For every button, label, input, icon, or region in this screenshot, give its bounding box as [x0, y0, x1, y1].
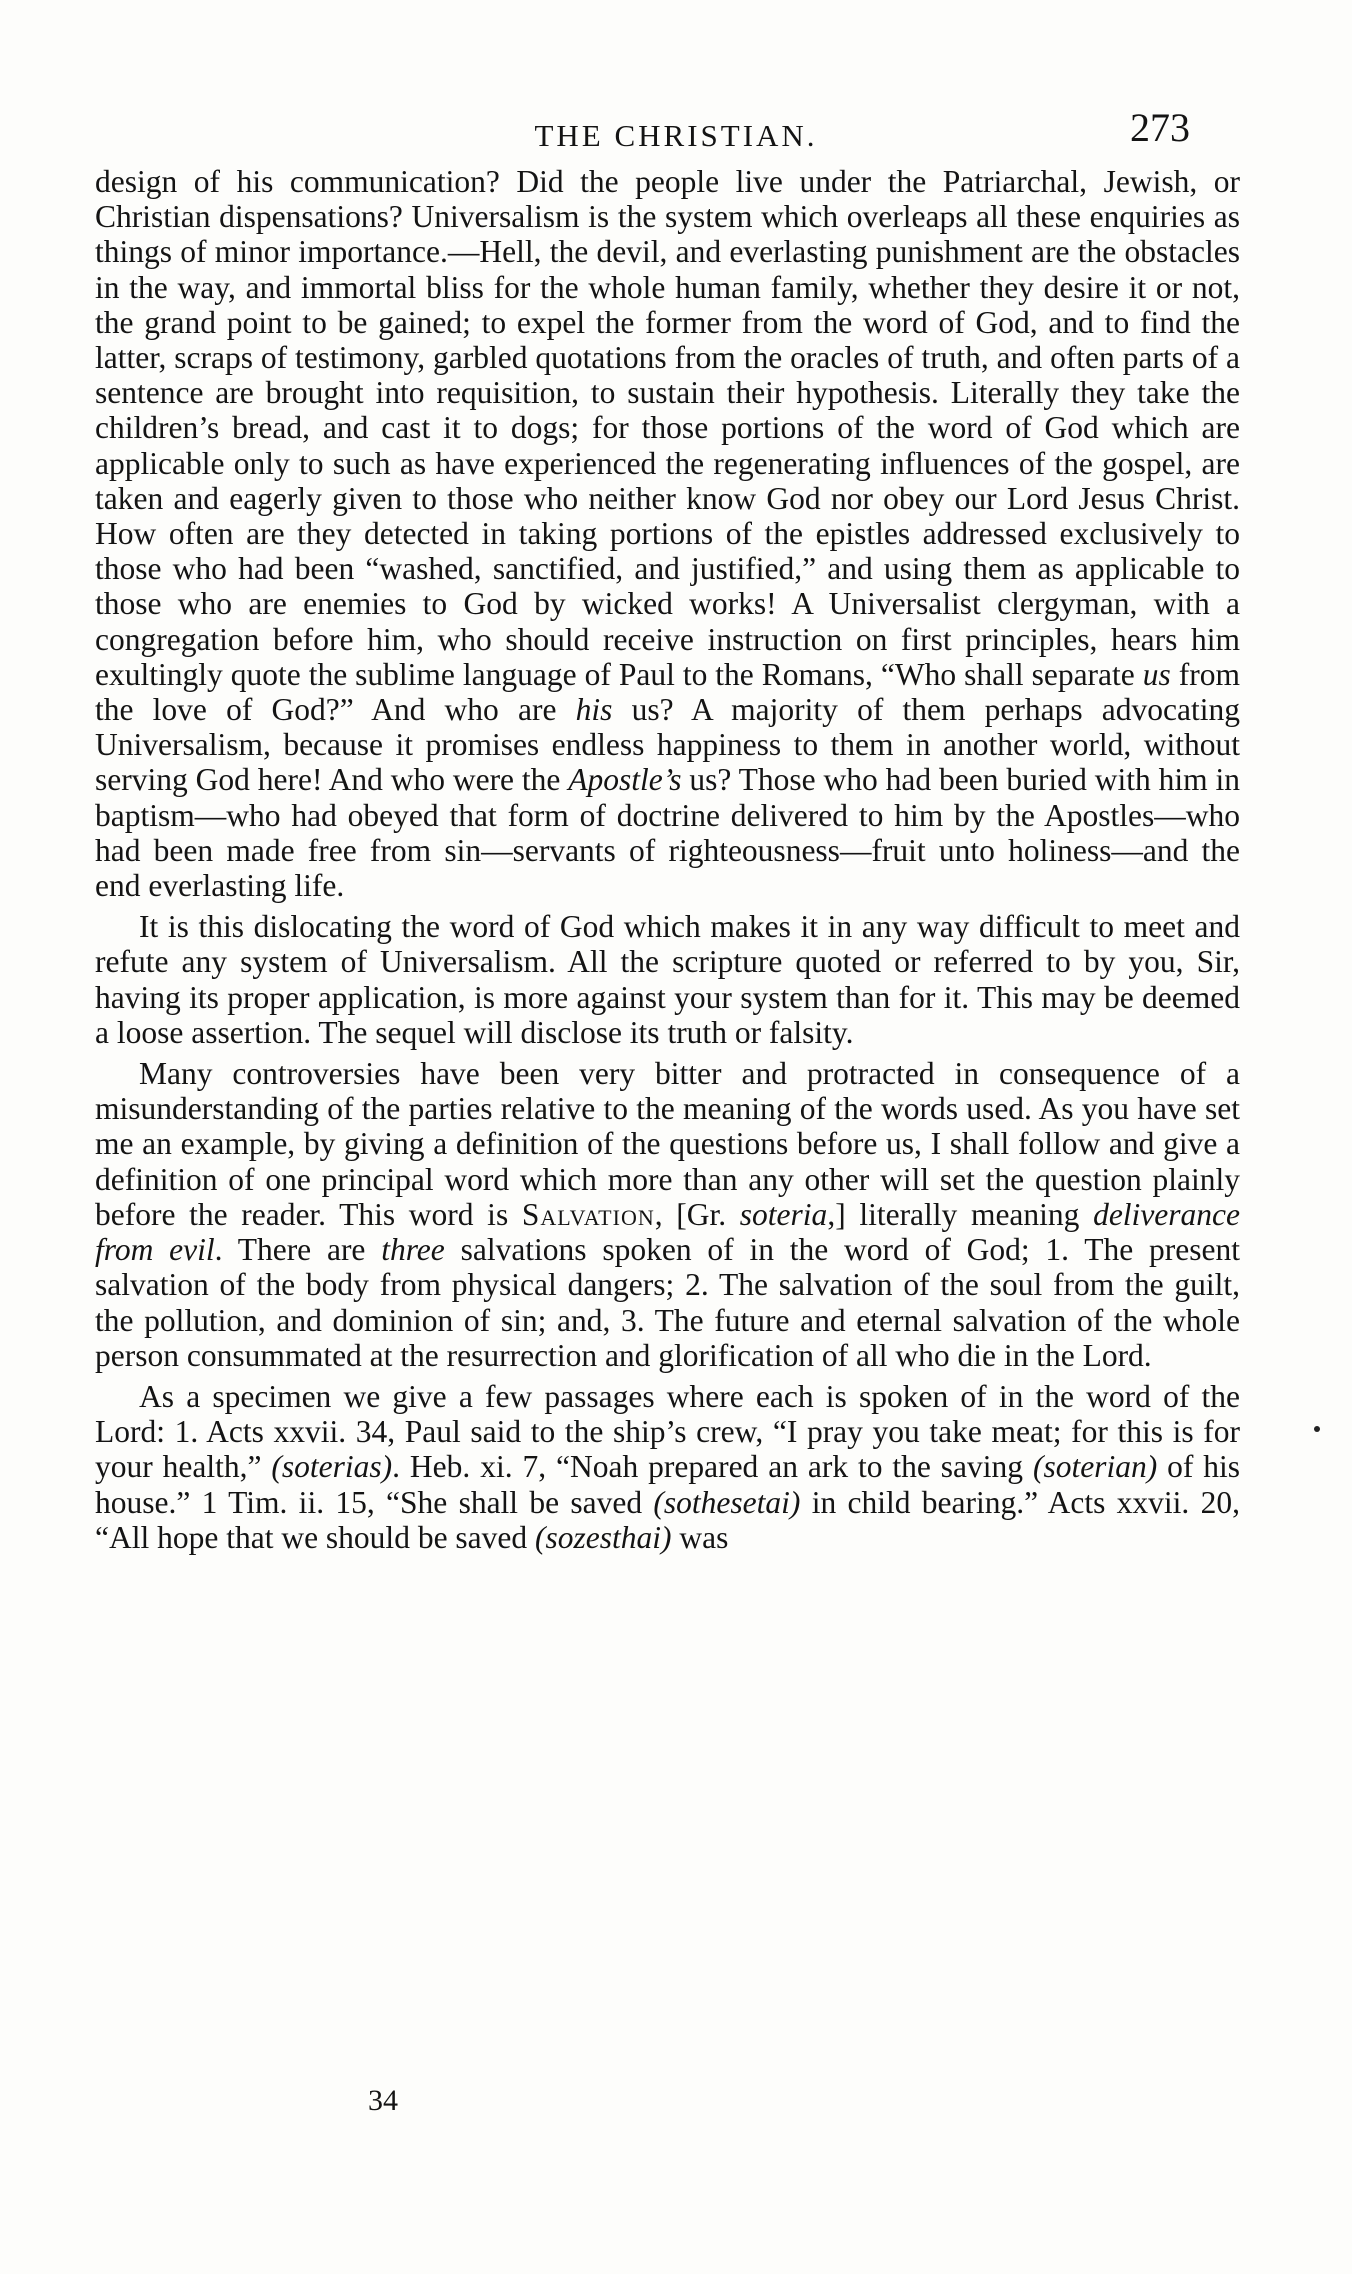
text-run: of his house.” 1 Tim. ii. 15, “She shall be saved	[95, 1449, 1241, 1520]
signature-mark: 34	[368, 2084, 398, 2117]
italic-text: his	[575, 692, 613, 728]
paragraph	[95, 164, 1240, 903]
text-run: us? A majority of them perhaps advocating Universalism, because it promises endless happiness to them in another world, without serving God here! And who were the	[95, 692, 1240, 798]
text-run: Many controversies have been very bitter and protracted in consequence of a misunderstanding of the parties relative to the meaning of the words used. As you have set me an example, by giving a definition of the questions before us, I shall follow and give a definition of one principal word which more than any other will set the question plainly before the reader. This word is	[95, 1056, 1240, 1232]
text-run: As a specimen we give a few passages where each is spoken of in the word of the Lord: 1. Acts xxvii. 34, Paul said to the ship’s crew, “I pray you take meat; for this is for your health,”	[95, 1378, 1240, 1485]
text-run: . Heb. xi. 7, “Noah prepared an ark to the saving	[392, 1449, 1033, 1485]
italic-text: deliverance from evil	[95, 1196, 1240, 1268]
italic-text: (soterian)	[1032, 1449, 1158, 1485]
italic-text: (sothesetai)	[653, 1484, 801, 1520]
body-text	[95, 164, 1240, 1555]
text-run: salvations spoken of in the word of God; 1. The present salvation of the body from physical dangers; 2. The salvation of the soul from the guilt, the pollution, and dominion of sin; and, 3. The future and eternal salvation of the whole person consummated at the resurrection and glorification of all who die in the Lord.	[95, 1232, 1240, 1373]
text-run: us? Those who had been buried with him in baptism—who had obeyed that form of doctrine delivered to him by the Apostles—who had been made free from sin—servants of righteousness—fruit unto holiness—and the end everlasting life.	[95, 762, 1240, 904]
paragraph	[95, 1056, 1240, 1373]
paragraph	[95, 909, 1240, 1050]
text-run: It is this dislocating the word of God which makes it in any way difficult to meet and refute any system of Universalism. All the scripture quoted or referred to by you, Sir, having its proper application, is more against your system than for it. This may be deemed a loose assertion. The sequel will disclose its truth or falsity.	[95, 909, 1240, 1050]
text-run: from the love of God?” And who are	[95, 656, 1240, 728]
italic-text: soteria	[739, 1196, 828, 1232]
italic-text: us	[1142, 656, 1171, 692]
italic-text: three	[381, 1232, 445, 1268]
text-run: , [Gr.	[654, 1196, 740, 1232]
italic-text: Apostle’s	[568, 762, 682, 798]
small-caps-text: Salvation	[521, 1196, 655, 1232]
running-title: THE CHRISTIAN.	[534, 118, 818, 153]
text-run: in child bearing.” Acts xxvii. 20, “All hope that we should be saved	[95, 1484, 1240, 1555]
paragraph	[95, 1379, 1240, 1555]
text-run: . There are	[214, 1232, 382, 1268]
text-run: ,] literally meaning	[827, 1196, 1094, 1232]
text-run: was	[671, 1519, 729, 1555]
italic-text: (sozesthai)	[535, 1519, 672, 1555]
page-number: 273	[1130, 105, 1190, 150]
text-run: design of his communication? Did the people live under the Patriarchal, Jewish, or Christian dispensations? Universalism is the system which overleaps all these enquiries as things of minor importance.—Hell, the devil, and everlasting punishment are the obstacles in the way, and immortal bliss for the whole human family, whether they desire it or not, the grand point to be gained; to expel the former from the word of God, and to find the latter, scraps of testimony, garbled quotations from the oracles of truth, and often parts of a sentence are brought into requisition, to sustain their hypothesis. Literally they take the children’s bread, and cast it to dogs; for those portions of the word of God which are applicable only to such as have experienced the regenerating influences of the gospel, are taken and eagerly given to those who neither know God nor obey our Lord Jesus Christ. How often are they detected in taking portions of the epistles addressed exclusively to those who had been “washed, sanctified, and justified,” and using them as applicable to those who are enemies to God by wicked works! A Universalist clergyman, with a congregation before him, who should receive instruction on first principles, hears him exultingly quote the sublime language of Paul to the Romans, “Who shall separate	[95, 164, 1240, 692]
ink-dot	[1314, 1426, 1320, 1432]
italic-text: (soterias)	[271, 1449, 393, 1485]
